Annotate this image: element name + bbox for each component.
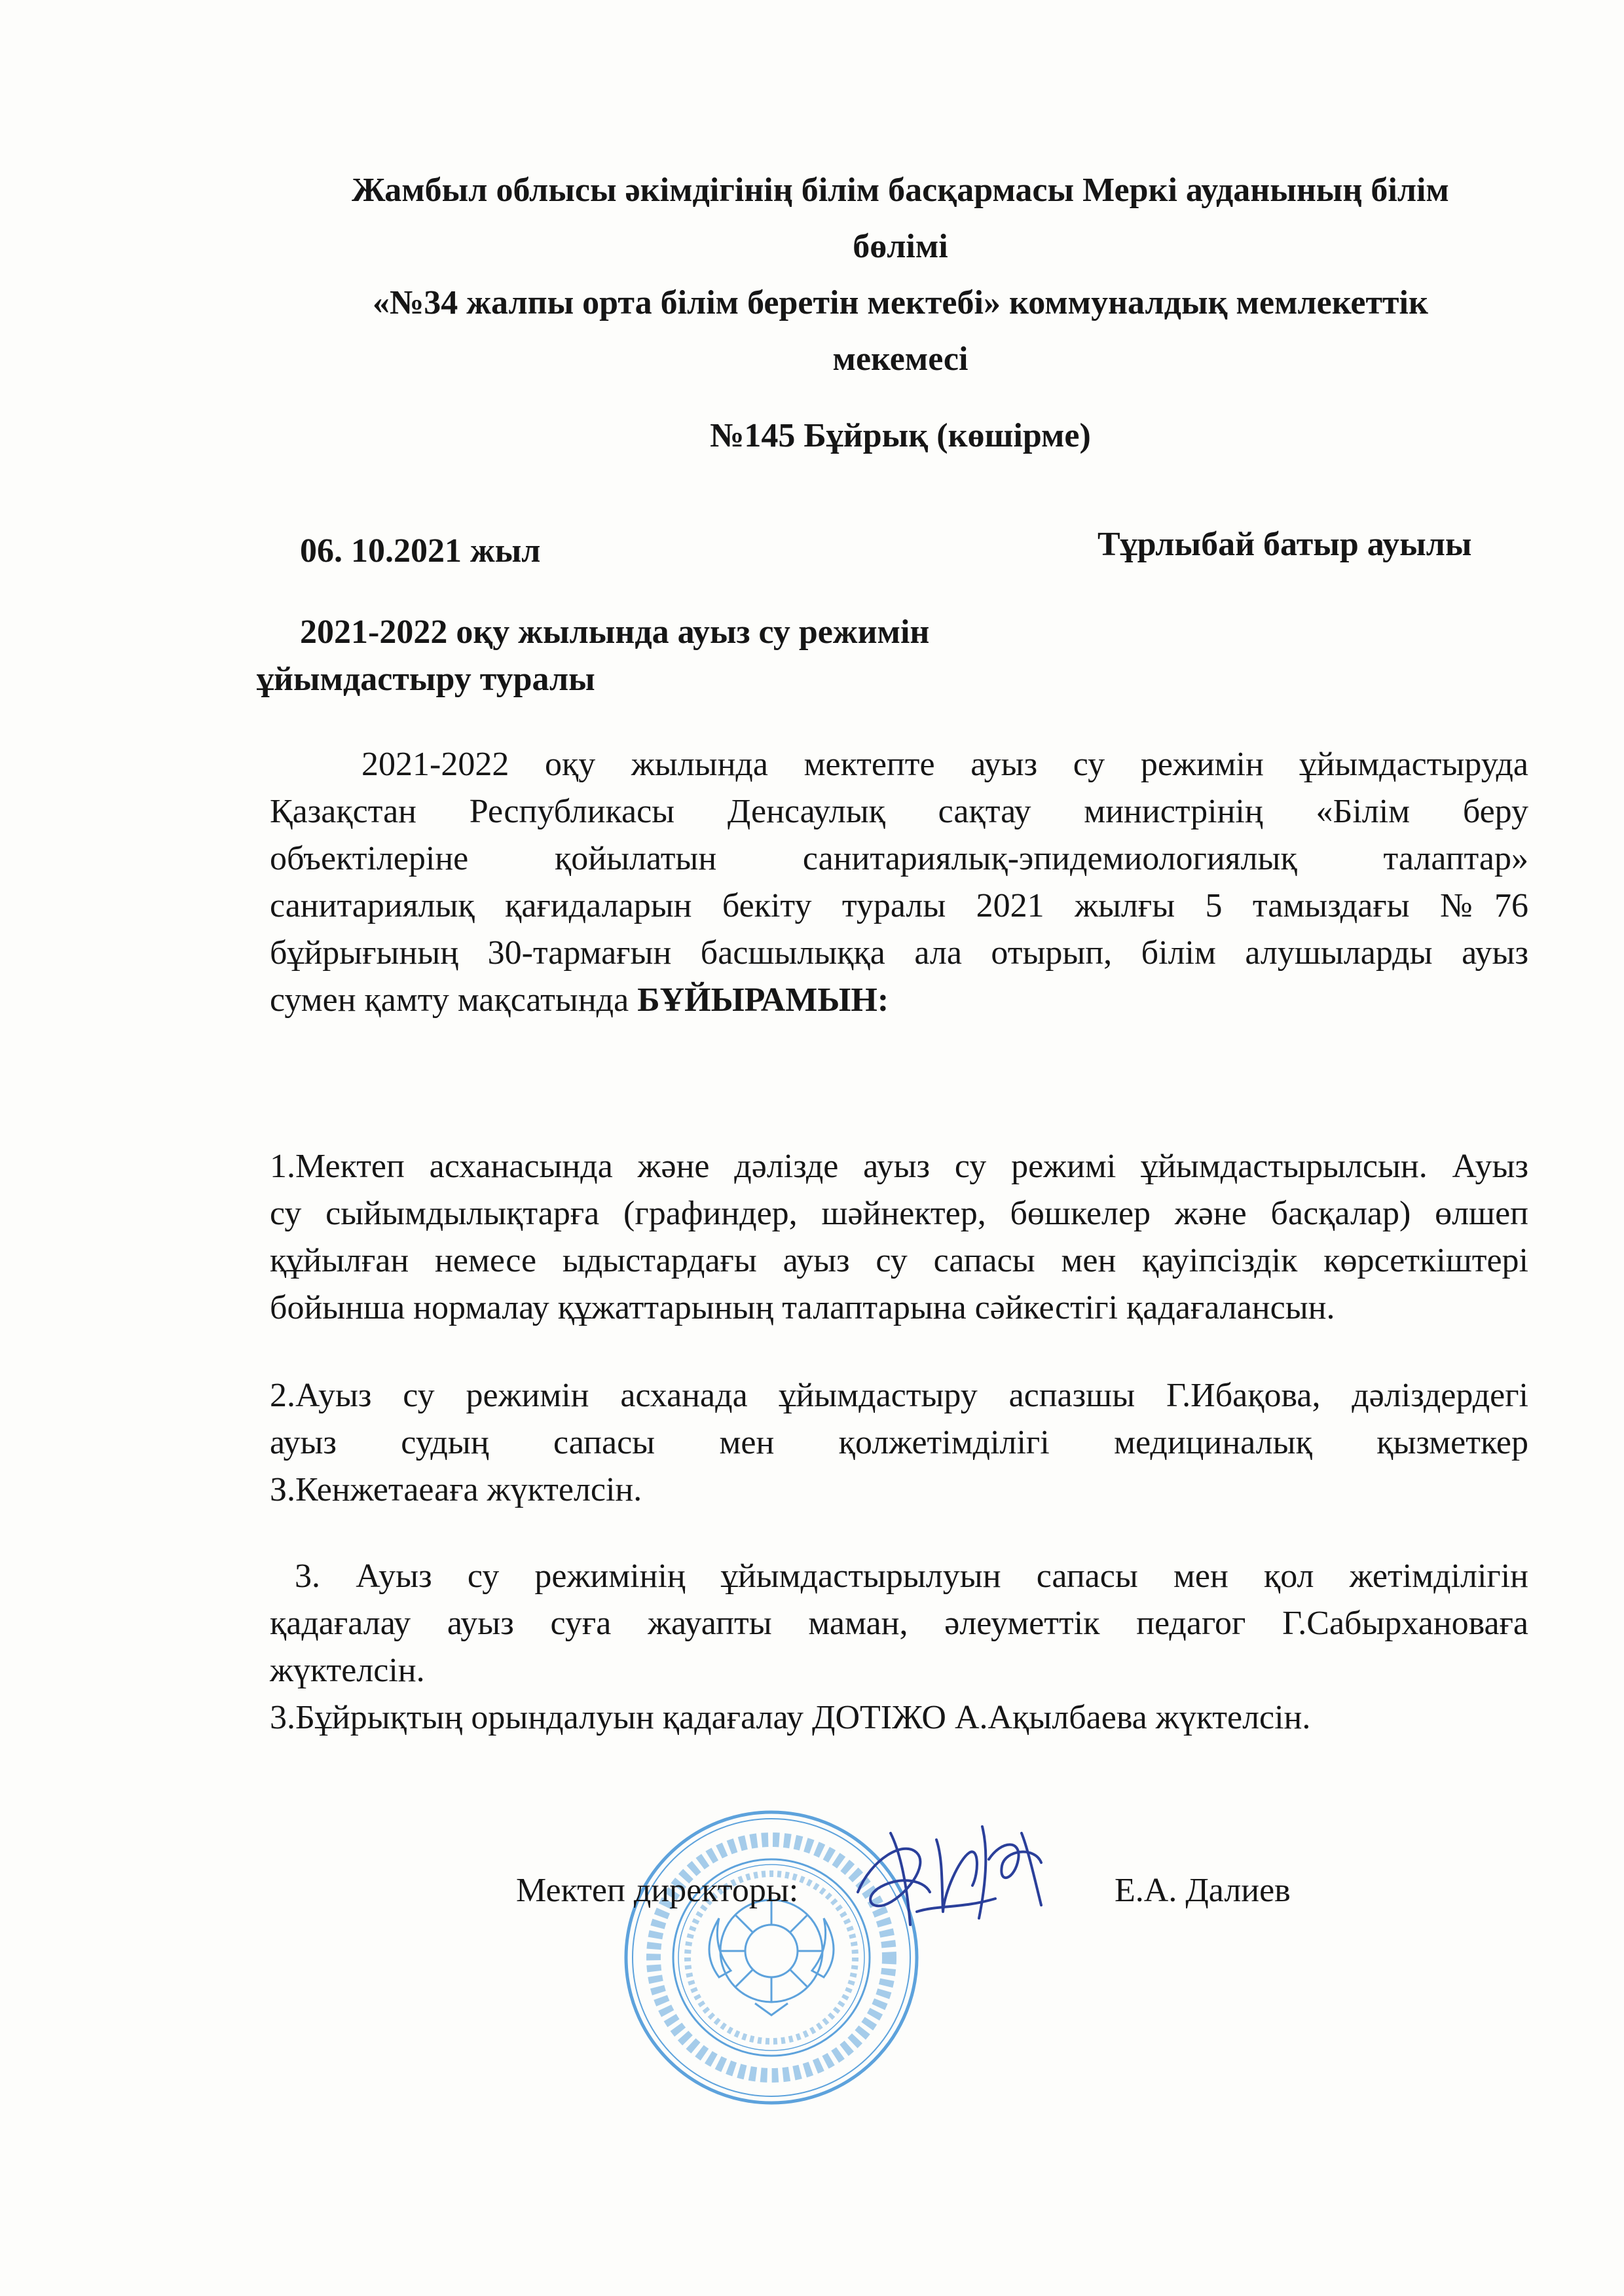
item-2-line-1: 2.Ауыз су режимін асханада ұйымдастыру аспазшы Г.Ибақова, дәліздердегі (270, 1377, 1528, 1414)
item-2-line-2: ауыз судың сапасы мен қолжетімділігі медициналық қызметкер (270, 1424, 1528, 1461)
order-title: №145 Бұйрық (көшірме) (710, 417, 1091, 454)
order-date: 06. 10.2021 жыл (300, 532, 541, 570)
preamble-line-5: бұйрығының 30-тармағын басшылыққа ала отырып, білім алушыларды ауыз (270, 934, 1528, 972)
item-3-line-3: жүктелсін. (270, 1652, 425, 1689)
item-1-line-4: бойынша нормалау құжаттарының талаптарына сәйкестігі қадағалансын. (270, 1289, 1335, 1326)
org-line-3: «№34 жалпы орта білім беретін мектебі» коммуналдық мемлекеттік (373, 284, 1428, 321)
item-4: 3.Бұйрықтың орындалуын қадағалау ДОТІЖО А.Ақылбаева жүктелсін. (270, 1699, 1311, 1736)
preamble-line-6 (270, 977, 889, 1024)
item-2-line-3: З.Кенжетаеаға жүктелсін. (270, 1471, 642, 1508)
handwritten-signature-icon (845, 1813, 1067, 1944)
preamble-line-1: 2021-2022 оқу жылында мектепте ауыз су режимін ұйымдастыруда (361, 746, 1528, 783)
signature-name: Е.А. Далиев (1115, 1872, 1291, 1909)
preamble-line-2: Қазақстан Республикасы Денсаулық сақтау министрінің «Білім беру (270, 793, 1528, 830)
subject-line-1: 2021-2022 оқу жылында ауыз су режимін (300, 613, 930, 651)
decree-word: БҰЙЫРАМЫН: (637, 981, 889, 1019)
item-1-line-2: су сыйымдылықтарға (графиндер, шәйнектер, бөшкелер және басқалар) өлшеп (270, 1195, 1528, 1232)
signature-position: Мектеп директоры: (516, 1872, 799, 1909)
subject-line-2: ұйымдастыру туралы (257, 661, 595, 698)
order-place: Тұрлыбай батыр ауылы (1098, 526, 1472, 563)
preamble-line-3: объектілеріне қойылатын санитариялық-эпидемиологиялық талаптар» (270, 840, 1528, 877)
org-line-1: Жамбыл облысы әкімдігінің білім басқармасы Меркі ауданының білім (352, 172, 1449, 209)
item-1-line-1: 1.Мектеп асханасында және дәлізде ауыз су режимі ұйымдастырылсын. Ауыз (270, 1148, 1528, 1185)
item-3-line-1: 3. Ауыз су режимінің ұйымдастырылуын сапасы мен қол жетімділігін (295, 1558, 1528, 1595)
org-header (249, 162, 1552, 388)
preamble-line-4: санитариялық қағидаларын бекіту туралы 2021 жылғы 5 тамыздағы №76 (270, 887, 1528, 924)
preamble-line-6-text: сумен қамту мақсатында (270, 981, 638, 1019)
org-line-2: бөлімі (853, 228, 948, 265)
item-3-line-2: қадағалау ауыз суға жауапты маман, әлеуметтік педагог Г.Сабырхановаға (270, 1605, 1528, 1642)
item-1-line-3: құйылған немесе ыдыстардағы ауыз су сапасы мен қауіпсіздік көрсеткіштері (270, 1242, 1528, 1279)
org-line-4: мекемесі (832, 340, 969, 378)
